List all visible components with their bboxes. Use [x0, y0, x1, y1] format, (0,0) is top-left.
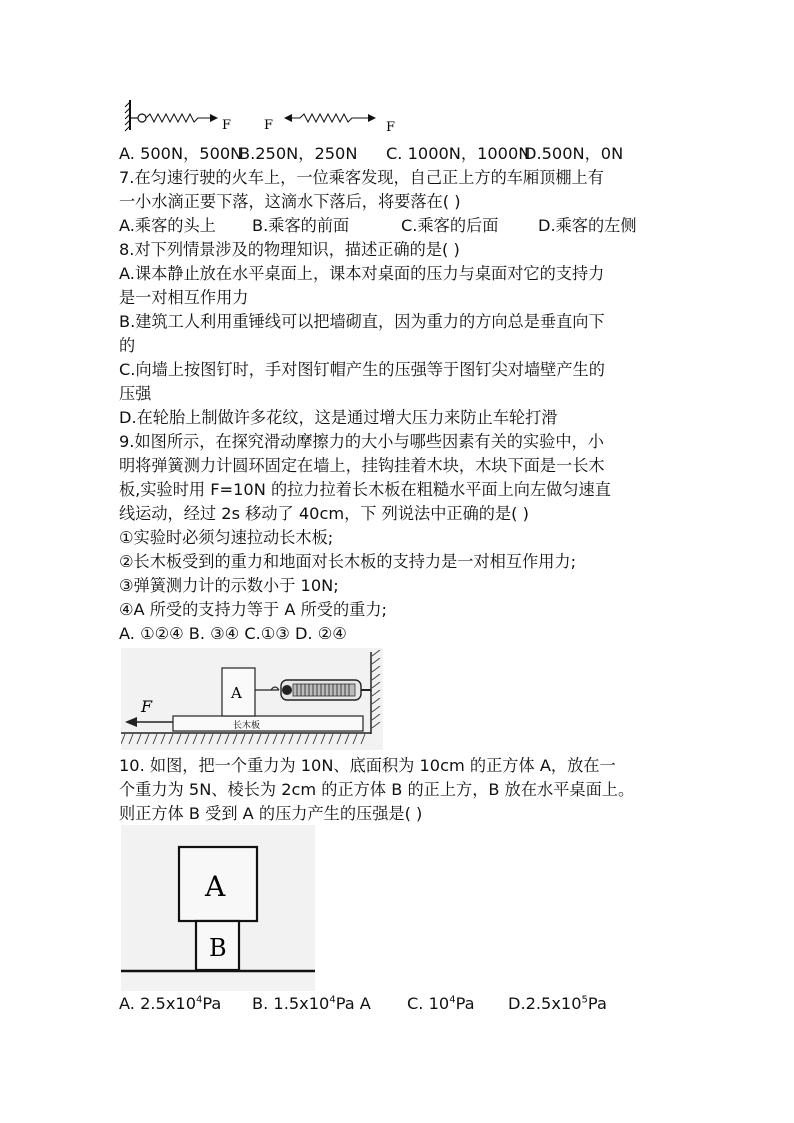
q10-option-a-base: A. 2.5x10 [119, 994, 197, 1013]
q10-option-b-unit: Pa A [335, 994, 371, 1013]
q7-option-b: B.乘客的前面 [252, 216, 350, 235]
q10-option-d-exponent: 5 [581, 994, 588, 1006]
q8-option-a: 是一对相互作用力 [119, 288, 249, 307]
friction-experiment-diagram [121, 648, 383, 750]
q10-text: 10. 如图，把一个重力为 10N、底面积为 10cm 的正方体 A，放在一 [119, 756, 616, 775]
q7-option-a: A.乘客的头上 [119, 216, 216, 235]
q8-option-b: 的 [119, 336, 136, 355]
q10-option-c-unit: Pa [455, 994, 475, 1013]
spring-diagram [122, 96, 412, 140]
board-label: 长木板 [233, 721, 261, 731]
q9-statement: ②长木板受到的重力和地面对长木板的支持力是一对相互作用力; [119, 552, 577, 571]
q8-option-b: B.建筑工人利用重锤线可以把墙砌直，因为重力的方向总是垂直向下 [119, 312, 605, 331]
q8-option-a: A.课本静止放在水平桌面上，课本对桌面的压力与桌面对它的支持力 [119, 264, 605, 283]
q10-options [119, 992, 679, 1016]
q9-text: 板,实验时用 F=10N 的拉力拉着长木板在粗糙水平面上向左做匀速直 [119, 480, 611, 499]
q9-options: A. ①②④ B. ③④ C.①③ D. ②④ [119, 624, 347, 643]
q9-statement: ④A 所受的支持力等于 A 所受的重力; [119, 600, 387, 619]
q10-text: 个重力为 5N、棱长为 2cm 的正方体 B 的正上方，B 放在水平桌面上。 [119, 780, 635, 799]
q7-option-d: D.乘客的左侧 [538, 216, 637, 235]
q7-text: 一小水滴正要下落，这滴水下落后，将要落在( ) [119, 192, 461, 211]
q9-text: 明将弹簧测力计圆环固定在墙上，挂钩挂着木块，木块下面是一长木 [119, 456, 605, 475]
q10-option-c-exponent: 4 [449, 994, 456, 1006]
q6-option-c: C. 1000N，1000N [386, 144, 531, 163]
q10-option-a-exponent: 4 [196, 994, 203, 1006]
q8-option-c: C.向墙上按图钉时，手对图钉帽产生的压强等于图钉尖对墙壁产生的 [119, 360, 605, 379]
cube-b-label: B [209, 934, 227, 962]
q10-option-d-unit: Pa [587, 994, 607, 1013]
q7-option-c: C.乘客的后面 [401, 216, 499, 235]
q7-options [119, 214, 679, 238]
q10-option-b-base: B. 1.5x10 [252, 994, 330, 1013]
q10-text: 则正方体 B 受到 A 的压力产生的压强是( ) [119, 804, 423, 823]
force-label: F [141, 697, 153, 716]
force-label: F [386, 120, 396, 135]
q6-option-d: D.500N，0N [524, 144, 624, 163]
force-label: F [264, 118, 274, 133]
force-label: F [222, 118, 232, 133]
stacked-cubes-diagram [121, 825, 315, 991]
q9-text: 线运动，经过 2s 移动了 40cm，下 列说法中正确的是( ) [119, 504, 529, 523]
q7-text: 7.在匀速行驶的火车上，一位乘客发现，自己正上方的车厢顶棚上有 [119, 168, 604, 187]
q8-option-d: D.在轮胎上制做许多花纹，这是通过增大压力来防止车轮打滑 [119, 408, 558, 427]
q10-option-a [119, 992, 221, 1016]
q10-option-c [407, 992, 475, 1016]
cube-a-label: A [205, 870, 226, 903]
q8-option-c: 压强 [119, 384, 152, 403]
q10-option-a-unit: Pa [202, 994, 222, 1013]
q9-text: 9.如图所示，在探究滑动摩擦力的大小与哪些因素有关的实验中，小 [119, 432, 604, 451]
q9-statement: ③弹簧测力计的示数小于 10N; [119, 576, 339, 595]
q6-options [119, 142, 679, 166]
block-a-label: A [231, 684, 242, 702]
q10-option-d-base: D.2.5x10 [508, 994, 582, 1013]
q9-statement: ①实验时必须匀速拉动长木板; [119, 528, 334, 547]
q10-option-b-exponent: 4 [329, 994, 336, 1006]
q8-text: 8.对下列情景涉及的物理知识，描述正确的是( ) [119, 240, 460, 259]
q10-option-d [508, 992, 607, 1016]
q6-option-b: B.250N，250N [239, 144, 358, 163]
q10-option-c-base: C. 10 [407, 994, 450, 1013]
q10-option-b [252, 992, 371, 1016]
q6-option-a: A. 500N，500N [119, 144, 243, 163]
